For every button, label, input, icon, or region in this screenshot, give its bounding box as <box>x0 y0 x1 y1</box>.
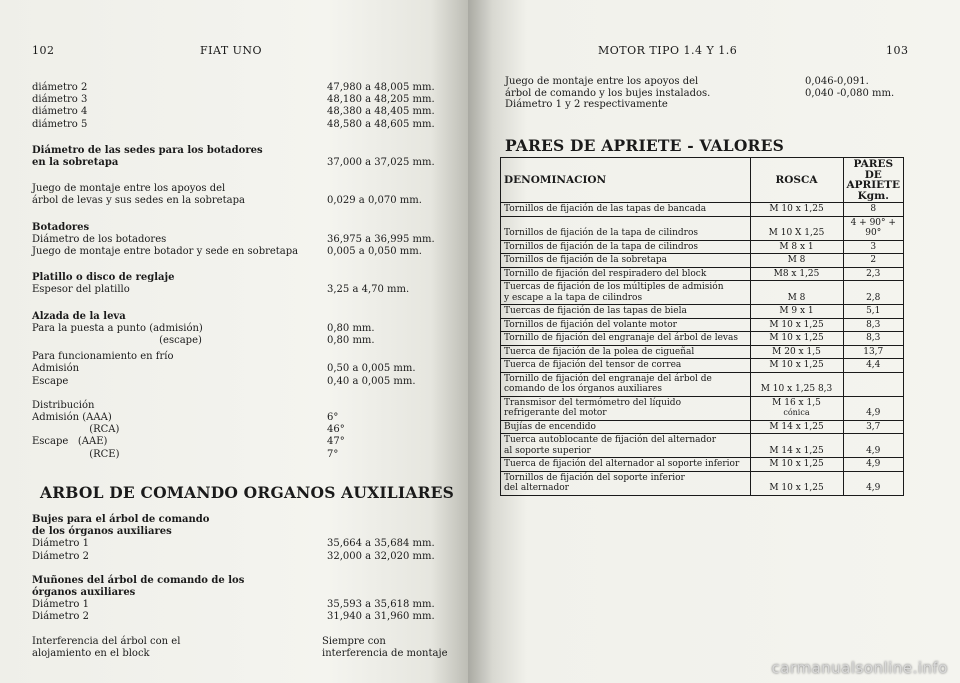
cell-denominacion: Tornillo de fijación del engranaje del árbol de comando de los órganos auxiliares <box>501 372 751 396</box>
cell-denominacion: Tuerca autoblocante de fijación del alternador al soporte superior <box>501 434 751 458</box>
spec-label: diámetro 3 <box>32 94 88 106</box>
spec-value: 0,40 a 0,005 mm. <box>327 375 416 387</box>
spec-label: Juego de montaje entre botador y sede en sobretapa <box>32 246 299 257</box>
spec-label: órganos auxiliares <box>32 587 136 598</box>
cell-par: 8 <box>843 203 904 217</box>
table-row <box>501 216 904 240</box>
left-running-title: FIAT UNO <box>200 44 263 57</box>
cell-rosca: M 14 x 1,25 <box>750 420 843 434</box>
spec-value: 48,380 a 48,405 mm. <box>327 106 435 118</box>
cell-rosca: M 20 x 1,5 <box>750 345 843 359</box>
cell-par: 2,8 <box>843 281 904 305</box>
spec-value: 37,000 a 37,025 mm. <box>327 157 435 168</box>
cell-par: 4,9 <box>843 396 904 420</box>
table-row <box>501 359 904 373</box>
spec-value: 0,029 a 0,070 mm. <box>327 195 422 207</box>
table-row <box>501 305 904 319</box>
header-pares: PARES DE APRIETE Kgm. <box>843 158 904 203</box>
right-top-row: árbol de comando y los bujes instalados. 0,040 -0,080 mm. <box>505 87 895 99</box>
cell-par: 3,7 <box>843 420 904 434</box>
spec-label: árbol de levas y sus sedes en la sobretapa <box>32 195 245 207</box>
cell-par: 4,9 <box>843 471 904 495</box>
spec-label: en la sobretapa <box>32 157 119 168</box>
header-denominacion: DENOMINACION <box>501 158 751 203</box>
cell-rosca: M 14 x 1,25 <box>750 434 843 458</box>
spec-label: Distribución <box>32 399 95 411</box>
spec-label: Diámetro de los botadores <box>32 233 167 245</box>
spec-value: 35,593 a 35,618 mm. <box>327 599 435 611</box>
spec-value: 47° <box>327 436 345 448</box>
spec-label: de los órganos auxiliares <box>32 526 172 538</box>
spec-label: alojamiento en el block <box>32 647 150 659</box>
spec-label: diámetro 4 <box>32 106 88 118</box>
spec-label: diámetro 5 <box>32 118 88 130</box>
table-row <box>501 240 904 254</box>
spec-value: 0,80 mm. <box>327 322 375 334</box>
table-row <box>501 203 904 217</box>
table-row <box>501 254 904 268</box>
spec-label: diámetro 2 <box>32 82 88 93</box>
right-section-title: PARES DE APRIETE - VALORES <box>505 136 785 155</box>
cell-denominacion: Tornillo de fijación del respiradero del block <box>501 267 751 281</box>
left-page-number: 102 <box>32 44 55 57</box>
cell-par: 5,1 <box>843 305 904 319</box>
header-rosca: ROSCA <box>750 158 843 203</box>
cell-denominacion: Tuerca de fijación del alternador al soporte inferior <box>501 458 751 472</box>
cell-denominacion: Tuerca de fijación del tensor de correa <box>501 359 751 373</box>
spec-label: Para la puesta a punto (admisión) <box>32 322 203 334</box>
cell-denominacion: Transmisor del termómetro del líquido refrigerante del motor <box>501 396 751 420</box>
table-row <box>501 420 904 434</box>
table-row <box>501 396 904 420</box>
table-row <box>501 345 904 359</box>
cell-denominacion: Tuercas de fijación de las tapas de biela <box>501 305 751 319</box>
spec-value: 0,50 a 0,005 mm. <box>327 363 416 375</box>
spec-value: 48,580 a 48,605 mm. <box>327 118 435 130</box>
spec-value: 46° <box>327 424 345 436</box>
spec-value: 36,975 a 36,995 mm. <box>327 233 435 245</box>
cell-par: 4,4 <box>843 359 904 373</box>
spec-value: 6° <box>327 412 339 423</box>
spec-label: (RCA) <box>32 424 120 436</box>
torque-table-header <box>501 158 904 203</box>
spec-value: 31,940 a 31,960 mm. <box>327 611 435 623</box>
cell-denominacion: Tornillos de fijación de la tapa de cilindros <box>501 240 751 254</box>
right-top-row: Diámetro 1 y 2 respectivamente <box>505 99 668 110</box>
left-section-title: ARBOL DE COMANDO ORGANOS AUXILIARES <box>40 483 455 502</box>
cell-rosca: M 10 x 1,25 <box>750 458 843 472</box>
cell-rosca: M 16 x 1,5 cónica <box>750 396 843 420</box>
spec-value: interferencia de montaje <box>322 647 448 659</box>
cell-rosca: M 10 x 1,25 8,3 <box>750 372 843 396</box>
cell-rosca: M 8 <box>750 254 843 268</box>
cell-rosca: M 8 <box>750 281 843 305</box>
cell-denominacion: Tuercas de fijación de los múltiples de admisión y escape a la tapa de cilindros <box>501 281 751 305</box>
spec-value: 48,180 a 48,205 mm. <box>327 94 435 106</box>
cell-par: 2,3 <box>843 267 904 281</box>
spec-label: Admisión <box>32 363 80 375</box>
table-row <box>501 318 904 332</box>
spec-label: Espesor del platillo <box>32 284 130 296</box>
spec-label: Escape <box>32 375 69 387</box>
spec-label: Bujes para el árbol de comando <box>32 514 210 525</box>
spec-label: Alzada de la leva <box>32 310 126 322</box>
spec-label: Diámetro 1 <box>32 599 89 611</box>
spec-label: Botadores <box>32 221 90 233</box>
cell-par: 3 <box>843 240 904 254</box>
spec-label: Diámetro 2 <box>32 550 89 562</box>
spec-value: 3,25 a 4,70 mm. <box>327 284 410 296</box>
watermark: carmanualsonline.info <box>771 659 948 677</box>
cell-par: 8,3 <box>843 332 904 346</box>
table-row <box>501 267 904 281</box>
spec-value: Siempre con <box>322 635 386 647</box>
cell-par: 4 + 90° + 90° <box>843 216 904 240</box>
cell-rosca: M 10 x 1,25 <box>750 359 843 373</box>
cell-rosca: M 10 x 1,25 <box>750 203 843 217</box>
cell-par: 13,7 <box>843 345 904 359</box>
cell-denominacion: Tornillos de fijación del volante motor <box>501 318 751 332</box>
spec-label: Interferencia del árbol con el <box>32 635 181 647</box>
spec-label: Platillo o disco de reglaje <box>32 272 175 284</box>
spec-value: 35,664 a 35,684 mm. <box>327 538 435 550</box>
spec-label: Muñones del árbol de comando de los <box>32 574 245 586</box>
cell-rosca: M 8 x 1 <box>750 240 843 254</box>
cell-denominacion: Tornillos de fijación de la sobretapa <box>501 254 751 268</box>
cell-par: 4,9 <box>843 434 904 458</box>
cell-rosca: M 10 X 1,25 <box>750 216 843 240</box>
spec-value: 32,000 a 32,020 mm. <box>327 550 435 562</box>
cell-denominacion: Tornillo de fijación del engranaje del árbol de levas <box>501 332 751 346</box>
right-page-number: 103 <box>886 44 909 57</box>
spec-value: 7° <box>327 448 339 460</box>
cell-denominacion: Tornillos de fijación del soporte inferior del alternador <box>501 471 751 495</box>
right-running-title: MOTOR TIPO 1.4 Y 1.6 <box>598 44 738 57</box>
right-top-spec <box>505 76 915 111</box>
spec-label: Diámetro 1 <box>32 538 89 550</box>
table-row <box>501 434 904 458</box>
spec-label: (escape) <box>32 335 202 346</box>
cell-par <box>843 372 904 396</box>
spec-label: Diámetro 2 <box>32 611 89 623</box>
cell-rosca: M 10 x 1,25 <box>750 318 843 332</box>
table-row <box>501 332 904 346</box>
spec-label: Juego de montaje entre los apoyos del <box>32 183 226 195</box>
cell-par: 4,9 <box>843 458 904 472</box>
cell-rosca: M 9 x 1 <box>750 305 843 319</box>
right-top-row: Juego de montaje entre los apoyos del 0,046-0,091. <box>505 76 869 87</box>
cell-par: 8,3 <box>843 318 904 332</box>
cell-denominacion: Tornillos de fijación de la tapa de cilindros <box>501 216 751 240</box>
spec-value: 0,005 a 0,050 mm. <box>327 246 422 257</box>
cell-rosca: M8 x 1,25 <box>750 267 843 281</box>
cell-denominacion: Tornillos de fijación de las tapas de bancada <box>501 203 751 217</box>
cell-par: 2 <box>843 254 904 268</box>
table-row <box>501 372 904 396</box>
spec-label: Admisión (AAA) <box>32 412 112 423</box>
spec-value: 0,80 mm. <box>327 335 375 346</box>
cell-denominacion: Tuerca de fijación de la polea de cigueñal <box>501 345 751 359</box>
cell-rosca: M 10 x 1,25 <box>750 471 843 495</box>
spec-label: Diámetro de las sedes para los botadores <box>32 144 263 156</box>
cell-rosca: M 10 x 1,25 <box>750 332 843 346</box>
spec-label: Para funcionamiento en frío <box>32 351 174 363</box>
table-row <box>501 471 904 495</box>
table-row <box>501 281 904 305</box>
cell-denominacion: Bujías de encendido <box>501 420 751 434</box>
spec-label: Escape (AAE) <box>32 436 108 448</box>
table-row <box>501 458 904 472</box>
spec-label: (RCE) <box>32 448 120 460</box>
spec-value: 47,980 a 48,005 mm. <box>327 82 435 93</box>
torque-table <box>500 157 904 496</box>
